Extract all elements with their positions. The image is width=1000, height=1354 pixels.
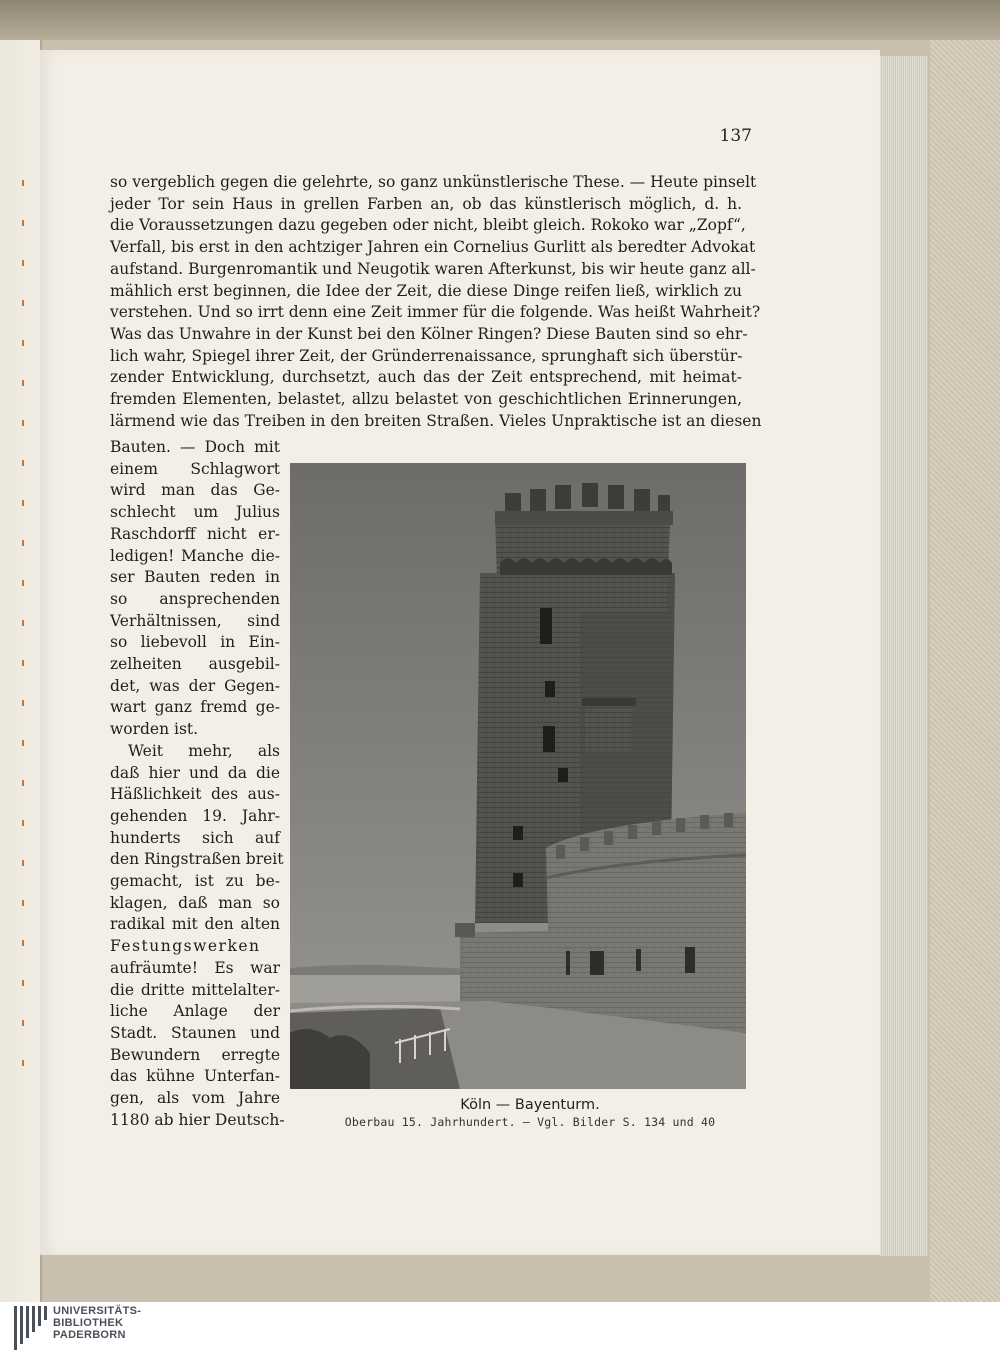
text-line: Raschdorff nicht er-: [110, 524, 280, 543]
library-logo-icon: [14, 1306, 48, 1350]
binding-thread: [22, 180, 24, 1080]
text-line: aufstand. Burgenromantik und Neugotik waren Afterkunst, bis wir heute ganz all-: [110, 259, 756, 278]
text-line: so vergeblich gegen die gelehrte, so ganz unkünstlerische These. — Heute pinselt: [110, 173, 757, 191]
text-line: Bewundern erregte: [110, 1045, 280, 1064]
library-footer: [0, 1302, 1000, 1354]
text-line: jeder Tor sein Haus in grellen Farben an, ob das künstlerisch möglich, d. h.: [110, 194, 742, 213]
text-line: worden ist.: [110, 720, 199, 739]
book-cover-cloth: [930, 40, 1000, 1302]
text-line: hunderts sich auf: [110, 828, 280, 847]
tower-illustration: [290, 463, 746, 1089]
text-line: die Voraussetzungen dazu gegeben oder nicht, bleibt gleich. Rokoko war „Zopf“,: [110, 216, 746, 235]
text-line: daß hier und da die: [110, 763, 280, 782]
text-line: gen, als vom Jahre: [110, 1089, 280, 1108]
figure-caption-subtitle: Oberbau 15. Jahrhundert. — Vgl. Bilder S. 134 und 40: [344, 1115, 716, 1129]
figure-caption-title: Köln — Bayenturm.: [460, 1097, 600, 1113]
text-line: Was das Unwahre in der Kunst bei den Kölner Ringen? Diese Bauten sind so ehr-: [110, 324, 748, 343]
text-line: einem Schlagwort: [110, 459, 280, 478]
text-line: wird man das Ge-: [110, 481, 280, 500]
text-line: lärmend wie das Treiben in den breiten Straßen. Vieles Unpraktische ist an diesen: [110, 411, 762, 430]
text-line: zender Entwicklung, durchsetzt, auch das der Zeit entsprechend, mit heimat-: [110, 368, 742, 387]
text-line: Festungswerken: [110, 937, 261, 956]
text-line: klagen, daß man so: [110, 893, 280, 912]
text-line: aufräumte! Es war: [110, 958, 280, 977]
library-logo-text: [53, 1305, 141, 1341]
text-line: gehenden 19. Jahr-: [110, 806, 280, 825]
text-line: verstehen. Und so irrt denn eine Zeit immer für die folgende. Was heißt Wahrheit?: [110, 303, 761, 322]
tower-photograph: [290, 463, 746, 1089]
text-line: liche Anlage der: [110, 1002, 280, 1021]
text-line: Verhältnissen, sind: [110, 611, 280, 630]
book-spine-top: [0, 0, 1000, 40]
text-line: lich wahr, Spiegel ihrer Zeit, der Gründerrenaissance, sprunghaft sich überstür-: [110, 346, 743, 365]
logo-line: UNIVERSITÄTS-: [53, 1305, 142, 1317]
logo-line: PADERBORN: [53, 1329, 126, 1341]
text-line: so ansprechenden: [110, 589, 280, 608]
page-fore-edge: [880, 56, 928, 1256]
page-number: 137: [719, 126, 752, 146]
text-line: Verfall, bis erst in den achtziger Jahren ein Cornelius Gurlitt als beredter Advokat: [110, 238, 756, 257]
text-line: Weit mehr, als: [128, 741, 280, 760]
text-line: det, was der Gegen-: [110, 676, 280, 695]
text-line: so liebevoll in Ein-: [110, 633, 280, 652]
text-line: gemacht, ist zu be-: [110, 872, 280, 891]
text-line: ledigen! Manche die-: [110, 546, 280, 565]
text-line: ser Bauten reden in: [110, 568, 280, 587]
text-line: Bauten. — Doch mit: [110, 438, 280, 456]
text-line: Stadt. Staunen und: [110, 1023, 280, 1042]
text-line: schlecht um Julius: [110, 503, 280, 522]
body-text-full-width: [110, 172, 762, 432]
text-line: den Ringstraßen breit: [110, 850, 284, 869]
text-line: die dritte mittelalter-: [110, 980, 280, 999]
text-line: Häßlichkeit des aus-: [110, 785, 280, 804]
text-line: das kühne Unterfan-: [110, 1067, 280, 1086]
left-page-edge: [0, 40, 42, 1302]
body-text-narrow-column: [110, 437, 285, 1132]
text-line: zelheiten ausgebil-: [110, 655, 280, 674]
text-line: mählich erst beginnen, die Idee der Zeit, die diese Dinge reifen ließ, wirklich zu: [110, 281, 742, 300]
text-line: fremden Elementen, belastet, allzu belastet von geschichtlichen Erinnerungen,: [110, 390, 742, 409]
logo-line: BIBLIOTHEK: [53, 1317, 124, 1329]
text-line: wart ganz fremd ge-: [110, 698, 280, 717]
text-line: radikal mit den alten: [110, 915, 280, 934]
text-line: 1180 ab hier Deutsch-: [110, 1110, 285, 1129]
